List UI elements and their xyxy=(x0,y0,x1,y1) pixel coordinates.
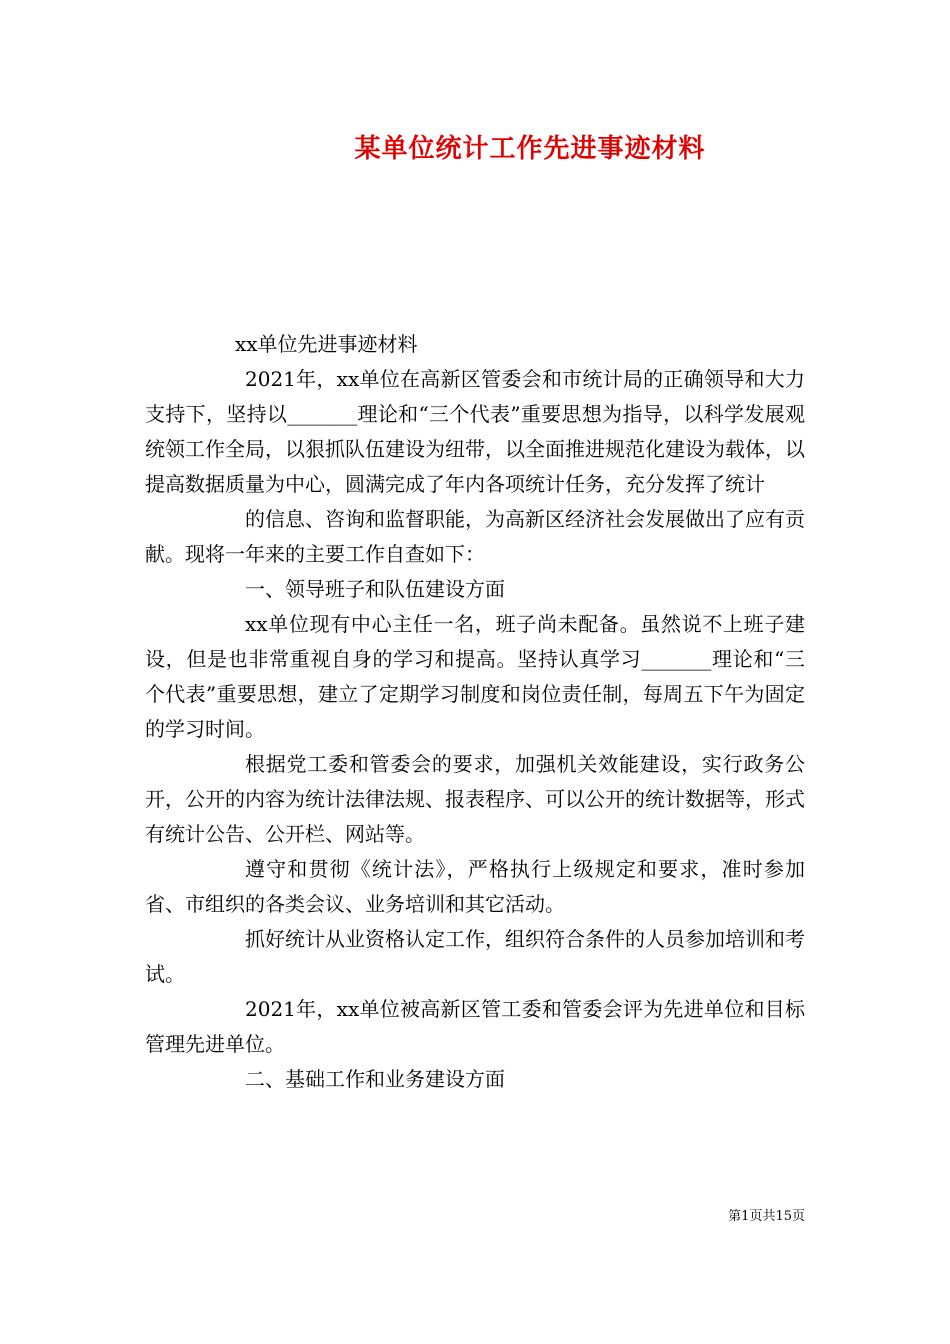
document-title: 某单位统计工作先进事迹材料 xyxy=(354,134,706,164)
subtitle: xx单位先进事迹材料 xyxy=(235,332,418,356)
section-heading-2: 二、基础工作和业务建设方面 xyxy=(245,1067,505,1091)
document-body xyxy=(145,327,805,1097)
paragraph-5: 遵守和贯彻《统计法》，严格执行上级规定和要求，准时参加省、市组织的各类会议、业务培训和其它活动。 xyxy=(145,857,805,916)
section-heading-1: 一、领导班子和队伍建设方面 xyxy=(245,577,505,601)
paragraph-7: 2021年，xx单位被高新区管工委和管委会评为先进单位和目标管理先进单位。 xyxy=(145,997,805,1056)
paragraph-3: xx单位现有中心主任一名，班子尚未配备。虽然说不上班子建设，但是也非常重视自身的学习和提高。坚持认真学习_______理论和“三个代表”重要思想，建立了定期学习制度和岗位责任制，每周五下午为固定的学习时间。 xyxy=(145,612,805,741)
paragraph-6: 抓好统计从业资格认定工作，组织符合条件的人员参加培训和考试。 xyxy=(145,927,805,986)
page-number: 第1页共15页 xyxy=(728,1209,805,1224)
paragraph-2: 的信息、咨询和监督职能，为高新区经济社会发展做出了应有贡献。现将一年来的主要工作自查如下： xyxy=(145,507,805,566)
paragraph-4: 根据党工委和管委会的要求，加强机关效能建设，实行政务公开，公开的内容为统计法律法规、报表程序、可以公开的统计数据等，形式有统计公告、公开栏、网站等。 xyxy=(145,752,805,846)
paragraph-1: 2021年，xx单位在高新区管委会和市统计局的正确领导和大力支持下，坚持以_______理论和“三个代表”重要思想为指导，以科学发展观统领工作全局，以狠抓队伍建设为纽带，以全面推进规范化建设为载体，以提高数据质量为中心，圆满完成了年内各项统计任务，充分发挥了统计 xyxy=(145,367,805,496)
